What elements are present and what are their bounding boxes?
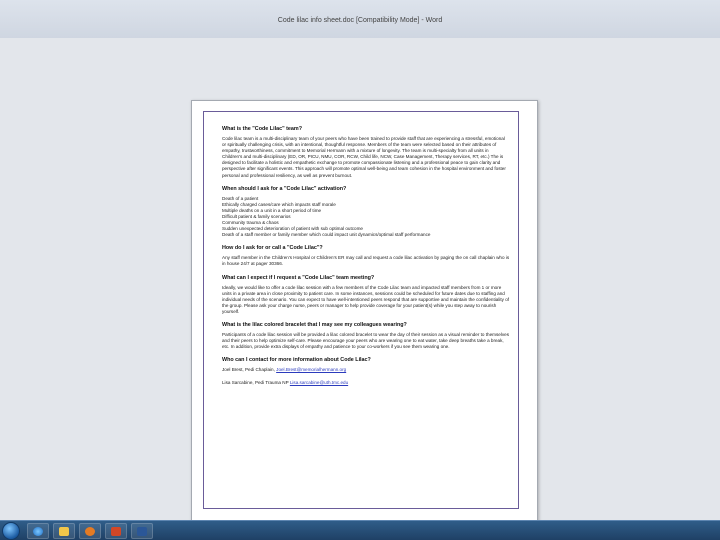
media-player-icon: [85, 527, 95, 536]
document-page[interactable]: [191, 100, 538, 522]
spacer: [222, 373, 510, 379]
window-title: Code lilac info sheet.doc [Compatibility Mode] - Word: [277, 17, 443, 24]
section-heading-contact: Who can I contact for more information about Code Lilac?: [222, 357, 371, 364]
internet-explorer-icon: [33, 527, 43, 536]
list-item: Death of a staff member or family member which could impact unit dynamics/optimal staff performance: [222, 232, 431, 238]
contact-email-link[interactable]: Joel.Brest@memorialhermann.org: [276, 367, 347, 373]
contact-line-trauma-np: [222, 380, 510, 386]
page-border-frame: [203, 111, 519, 509]
taskbar: [0, 520, 720, 540]
window-titlebar: [0, 0, 720, 39]
contact-name: Lisa Sarcabine, Pedi Trauma NP: [222, 380, 289, 386]
list-item: Difficult patient & family scenarios: [222, 213, 291, 219]
contact-email-link[interactable]: Lisa.sarcabine@uth.tmc.edu: [289, 380, 349, 386]
contact-name: Joel Brest, Pedi Chaplain,: [222, 367, 275, 373]
section-heading-what-is: What is the "Code Lilac" team?: [222, 126, 302, 132]
powerpoint-icon: [111, 527, 121, 536]
section-body-how: Any staff member in the Children's Hospital or Children's ER may call and request a code lilac activation by paging the on call chaplain who is in house 24/7 at pager 30366.: [222, 255, 510, 267]
word-icon: [137, 527, 147, 536]
folder-icon: [59, 527, 69, 536]
section-heading-expect: What can I expect if I request a "Code Lilac" team meeting?: [222, 274, 375, 281]
section-heading-how: How do I ask for or call a "Code Lilac"?: [222, 245, 323, 252]
list-item: Sudden unexpected deterioration of patient with sub optimal outcome: [222, 226, 363, 232]
media-player-taskbar-button[interactable]: [79, 523, 101, 539]
internet-explorer-taskbar-button[interactable]: [27, 523, 49, 539]
powerpoint-taskbar-button[interactable]: [105, 523, 127, 539]
list-item: Community trauma & chaos: [222, 220, 279, 226]
activation-reasons-list: [222, 196, 510, 239]
file-explorer-taskbar-button[interactable]: [53, 523, 75, 539]
section-body-what-is: Code lilac team is a multi-disciplinary team of your peers who have been trained to provide staff that are experiencing a stressful, emotional or spiritually challenging crisis, with an intentional, thoughtful response. Members of the team were selected based on their attributes of empathy, trustworthiness, commitment to Memorial Hermann with a mixture of longevity. The team is multi-specialty from all units in Children's and multi-disciplinary (ED, OR, PICU, NMU, COR, RCW, Child life, NCW, Case Management, Therapy services, RT, etc.) The is designed to facilitate a holistic and empathetic exchange to promote compassionate listening and a professional peace to gain clarity and perspective after significant events. This approach will promote optimal well-being and team cohesion in the hospital environment and foster personal and professional resiliency, as well as prevent burnout.: [222, 136, 506, 178]
section-heading-bracelet: What is the lilac colored bracelet that I may see my colleagues wearing?: [222, 321, 407, 328]
list-item: Ethically charged cases/care which impacts staff morale: [222, 201, 336, 207]
list-item: Death of a patient: [222, 195, 259, 201]
start-button[interactable]: [2, 522, 20, 540]
word-taskbar-button[interactable]: [131, 523, 153, 539]
list-item: Multiple deaths on a unit in a short period of time: [222, 207, 322, 213]
section-body-expect: Ideally, we would like to offer a code lilac session with a few members of the Code Lilac team and impacted staff members from 1 or more units in a private area in close proximity to patient care. In some instances, sessions could be scheduled for future dates due to staffing and individual needs of the scenario. You can expect to have well-intentioned peers respond that are supportive and maintain the confidentiality of the group. Please ask your charge nurse, peers or manager to help provide coverage for your patient(s) while you step away to nourish yourself.: [222, 284, 510, 314]
section-heading-when: When should I ask for a "Code Lilac" activation?: [222, 185, 347, 192]
document-workspace[interactable]: [0, 38, 720, 520]
section-body-bracelet: Participants of a code lilac session will be provided a lilac colored bracelet to wear the day of their session as a visual reminder to themselves and their peers to help optimize self-care. Please encourage your peers who are wearing one to eat water, take deep breaths take a break, etc. In addition, provide extra displays of empathy and patience to your co-workers if you see them wearing one.: [222, 331, 509, 350]
document-body[interactable]: [222, 126, 510, 386]
